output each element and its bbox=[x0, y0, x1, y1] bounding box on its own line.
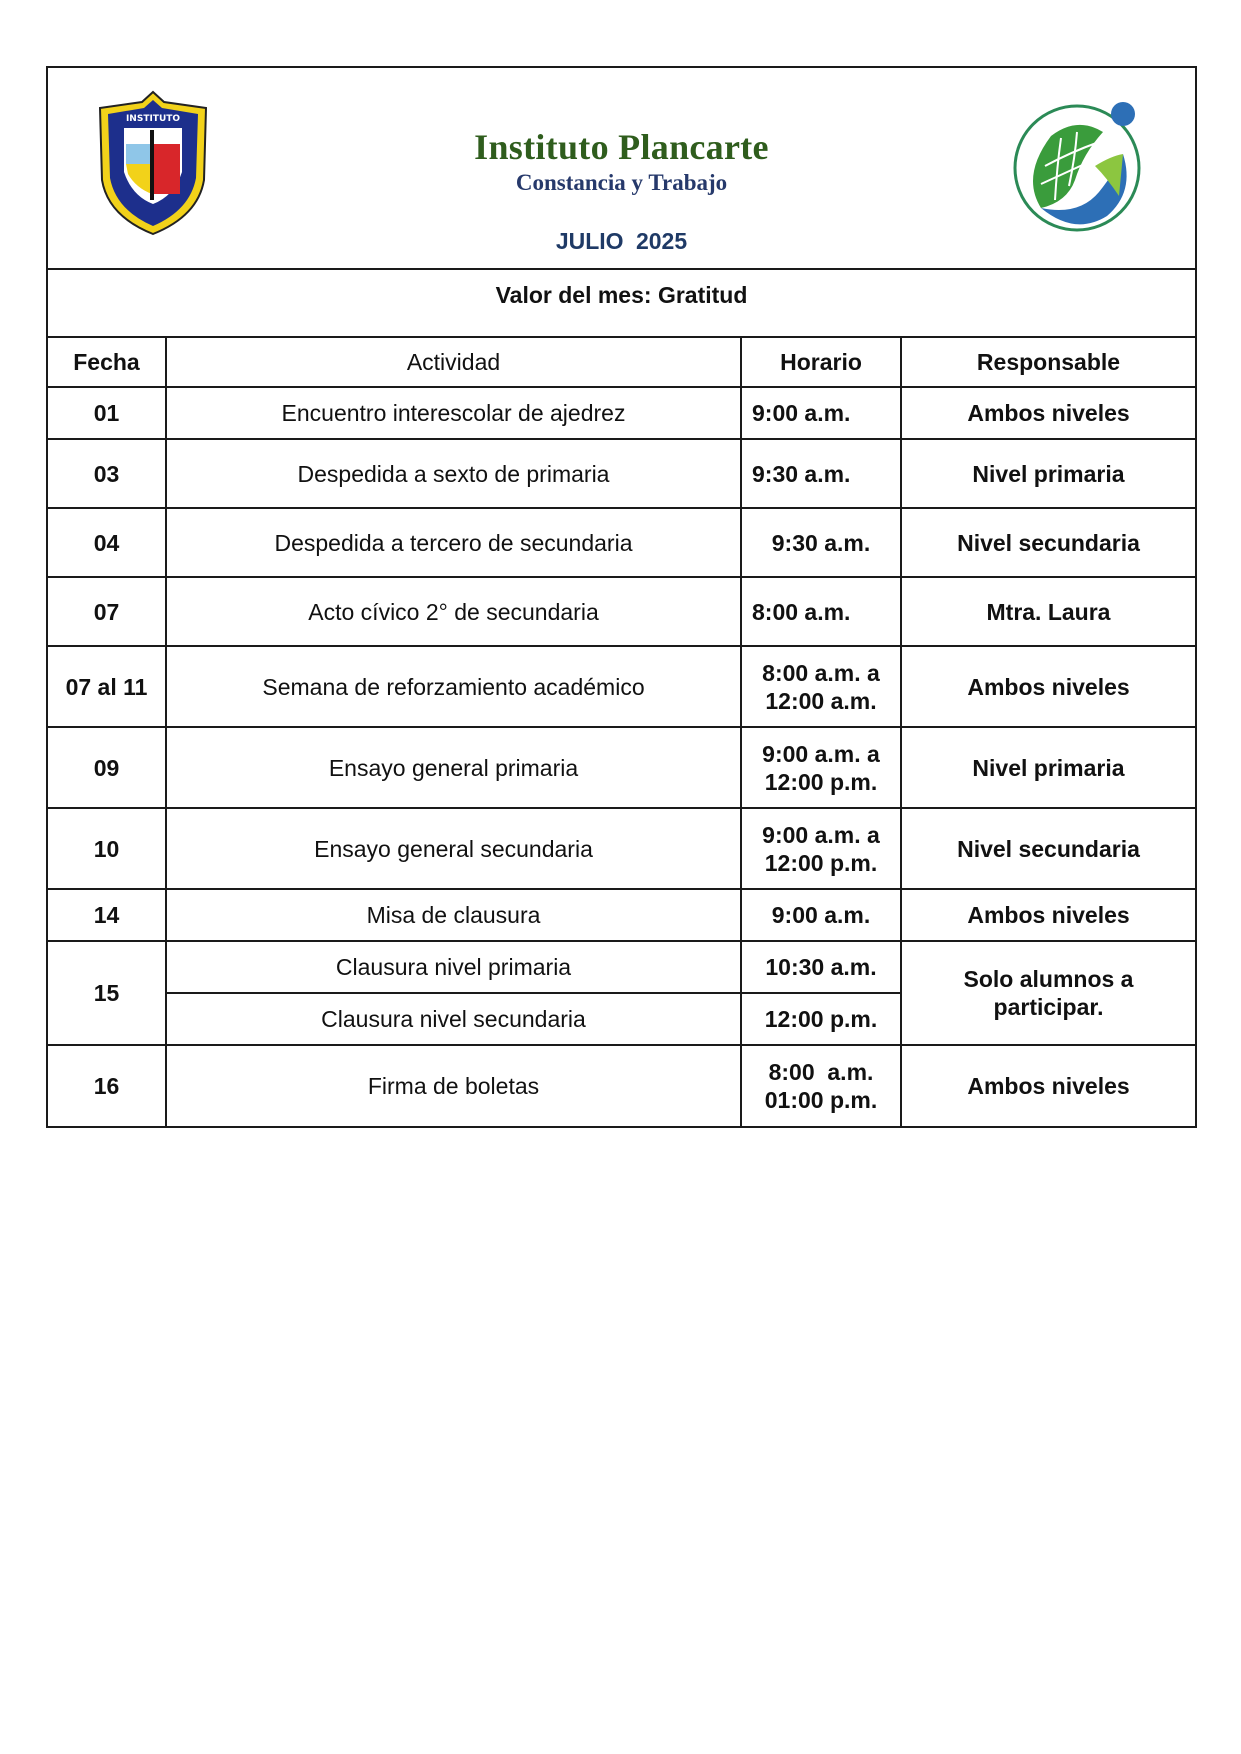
table-row bbox=[48, 439, 1195, 508]
header bbox=[48, 68, 1195, 270]
horario-line-2: 12:00 a.m. bbox=[765, 687, 877, 714]
col-header-fecha: Fecha bbox=[48, 338, 166, 387]
table-row bbox=[48, 646, 1195, 727]
col-header-responsable: Responsable bbox=[901, 338, 1195, 387]
cell-actividad: Despedida a sexto de primaria bbox=[166, 439, 741, 508]
horario-line-2: 12:00 p.m. bbox=[764, 768, 878, 795]
cell-actividad: Despedida a tercero de secundaria bbox=[166, 508, 741, 577]
institute-motto: Constancia y Trabajo bbox=[515, 170, 728, 195]
horario-line-2: 12:00 p.m. bbox=[764, 849, 878, 876]
cell-fecha: 07 bbox=[48, 577, 166, 646]
cell-actividad: Encuentro interescolar de ajedrez bbox=[166, 387, 741, 439]
cell-actividad: Clausura nivel secundaria bbox=[166, 993, 741, 1045]
cell-fecha: 16 bbox=[48, 1045, 166, 1126]
month-label: JULIO 2025 bbox=[555, 228, 688, 254]
horario-line-1: 8:00 a.m. a bbox=[762, 659, 880, 686]
cell-fecha: 03 bbox=[48, 439, 166, 508]
horario-line-1: 9:00 a.m. a bbox=[762, 821, 880, 848]
cell-fecha: 09 bbox=[48, 727, 166, 808]
cell-horario bbox=[741, 1045, 901, 1126]
cell-fecha: 14 bbox=[48, 889, 166, 941]
cell-responsable bbox=[901, 941, 1195, 1045]
cell-actividad: Firma de boletas bbox=[166, 1045, 741, 1126]
table-row bbox=[48, 577, 1195, 646]
cell-horario: 8:00 a.m. bbox=[741, 577, 901, 646]
table-row bbox=[48, 808, 1195, 889]
cell-horario: 10:30 a.m. bbox=[741, 941, 901, 993]
institute-name: Instituto Plancarte bbox=[474, 127, 769, 167]
cell-fecha: 15 bbox=[48, 941, 166, 1045]
cell-responsable: Ambos niveles bbox=[901, 646, 1195, 727]
responsable-line-2: participar. bbox=[993, 994, 1104, 1020]
cell-responsable: Mtra. Laura bbox=[901, 577, 1195, 646]
cell-horario: 9:00 a.m. bbox=[741, 889, 901, 941]
cell-responsable: Ambos niveles bbox=[901, 889, 1195, 941]
globe-person-logo bbox=[1011, 96, 1151, 236]
cell-actividad: Acto cívico 2° de secundaria bbox=[166, 577, 741, 646]
cell-responsable: Nivel primaria bbox=[901, 439, 1195, 508]
table-header-row bbox=[48, 338, 1195, 387]
horario-line-1: 8:00 a.m. bbox=[768, 1059, 874, 1085]
table-row bbox=[48, 727, 1195, 808]
cell-responsable: Ambos niveles bbox=[901, 387, 1195, 439]
calendar-sheet bbox=[46, 66, 1197, 1128]
col-header-actividad: Actividad bbox=[166, 338, 741, 387]
cell-actividad: Clausura nivel primaria bbox=[166, 941, 741, 993]
table-row bbox=[48, 387, 1195, 439]
svg-text:INSTITUTO: INSTITUTO bbox=[125, 114, 181, 124]
col-header-horario: Horario bbox=[741, 338, 901, 387]
responsable-line-1: Solo alumnos a bbox=[963, 966, 1134, 992]
month-value: Valor del mes: Gratitud bbox=[48, 270, 1195, 338]
cell-responsable: Nivel secundaria bbox=[901, 808, 1195, 889]
cell-responsable: Ambos niveles bbox=[901, 1045, 1195, 1126]
horario-line-2: 01:00 p.m. bbox=[764, 1087, 878, 1113]
cell-horario: 9:00 a.m. bbox=[741, 387, 901, 439]
table-row bbox=[48, 889, 1195, 941]
cell-horario bbox=[741, 727, 901, 808]
cell-horario: 12:00 p.m. bbox=[741, 993, 901, 1045]
cell-fecha: 10 bbox=[48, 808, 166, 889]
table-row bbox=[48, 508, 1195, 577]
cell-fecha: 01 bbox=[48, 387, 166, 439]
cell-actividad: Ensayo general primaria bbox=[166, 727, 741, 808]
table-row bbox=[48, 941, 1195, 993]
cell-actividad: Semana de reforzamiento académico bbox=[166, 646, 741, 727]
cell-responsable: Nivel secundaria bbox=[901, 508, 1195, 577]
cell-fecha: 07 al 11 bbox=[48, 646, 166, 727]
cell-actividad: Misa de clausura bbox=[166, 889, 741, 941]
horario-line-1: 9:00 a.m. a bbox=[762, 740, 880, 767]
cell-horario: 9:30 a.m. bbox=[741, 508, 901, 577]
cell-horario bbox=[741, 646, 901, 727]
cell-horario bbox=[741, 808, 901, 889]
cell-fecha: 04 bbox=[48, 508, 166, 577]
activities-table bbox=[48, 338, 1195, 1126]
cell-actividad: Ensayo general secundaria bbox=[166, 808, 741, 889]
table-row bbox=[48, 1045, 1195, 1126]
cell-responsable: Nivel primaria bbox=[901, 727, 1195, 808]
cell-horario: 9:30 a.m. bbox=[741, 439, 901, 508]
